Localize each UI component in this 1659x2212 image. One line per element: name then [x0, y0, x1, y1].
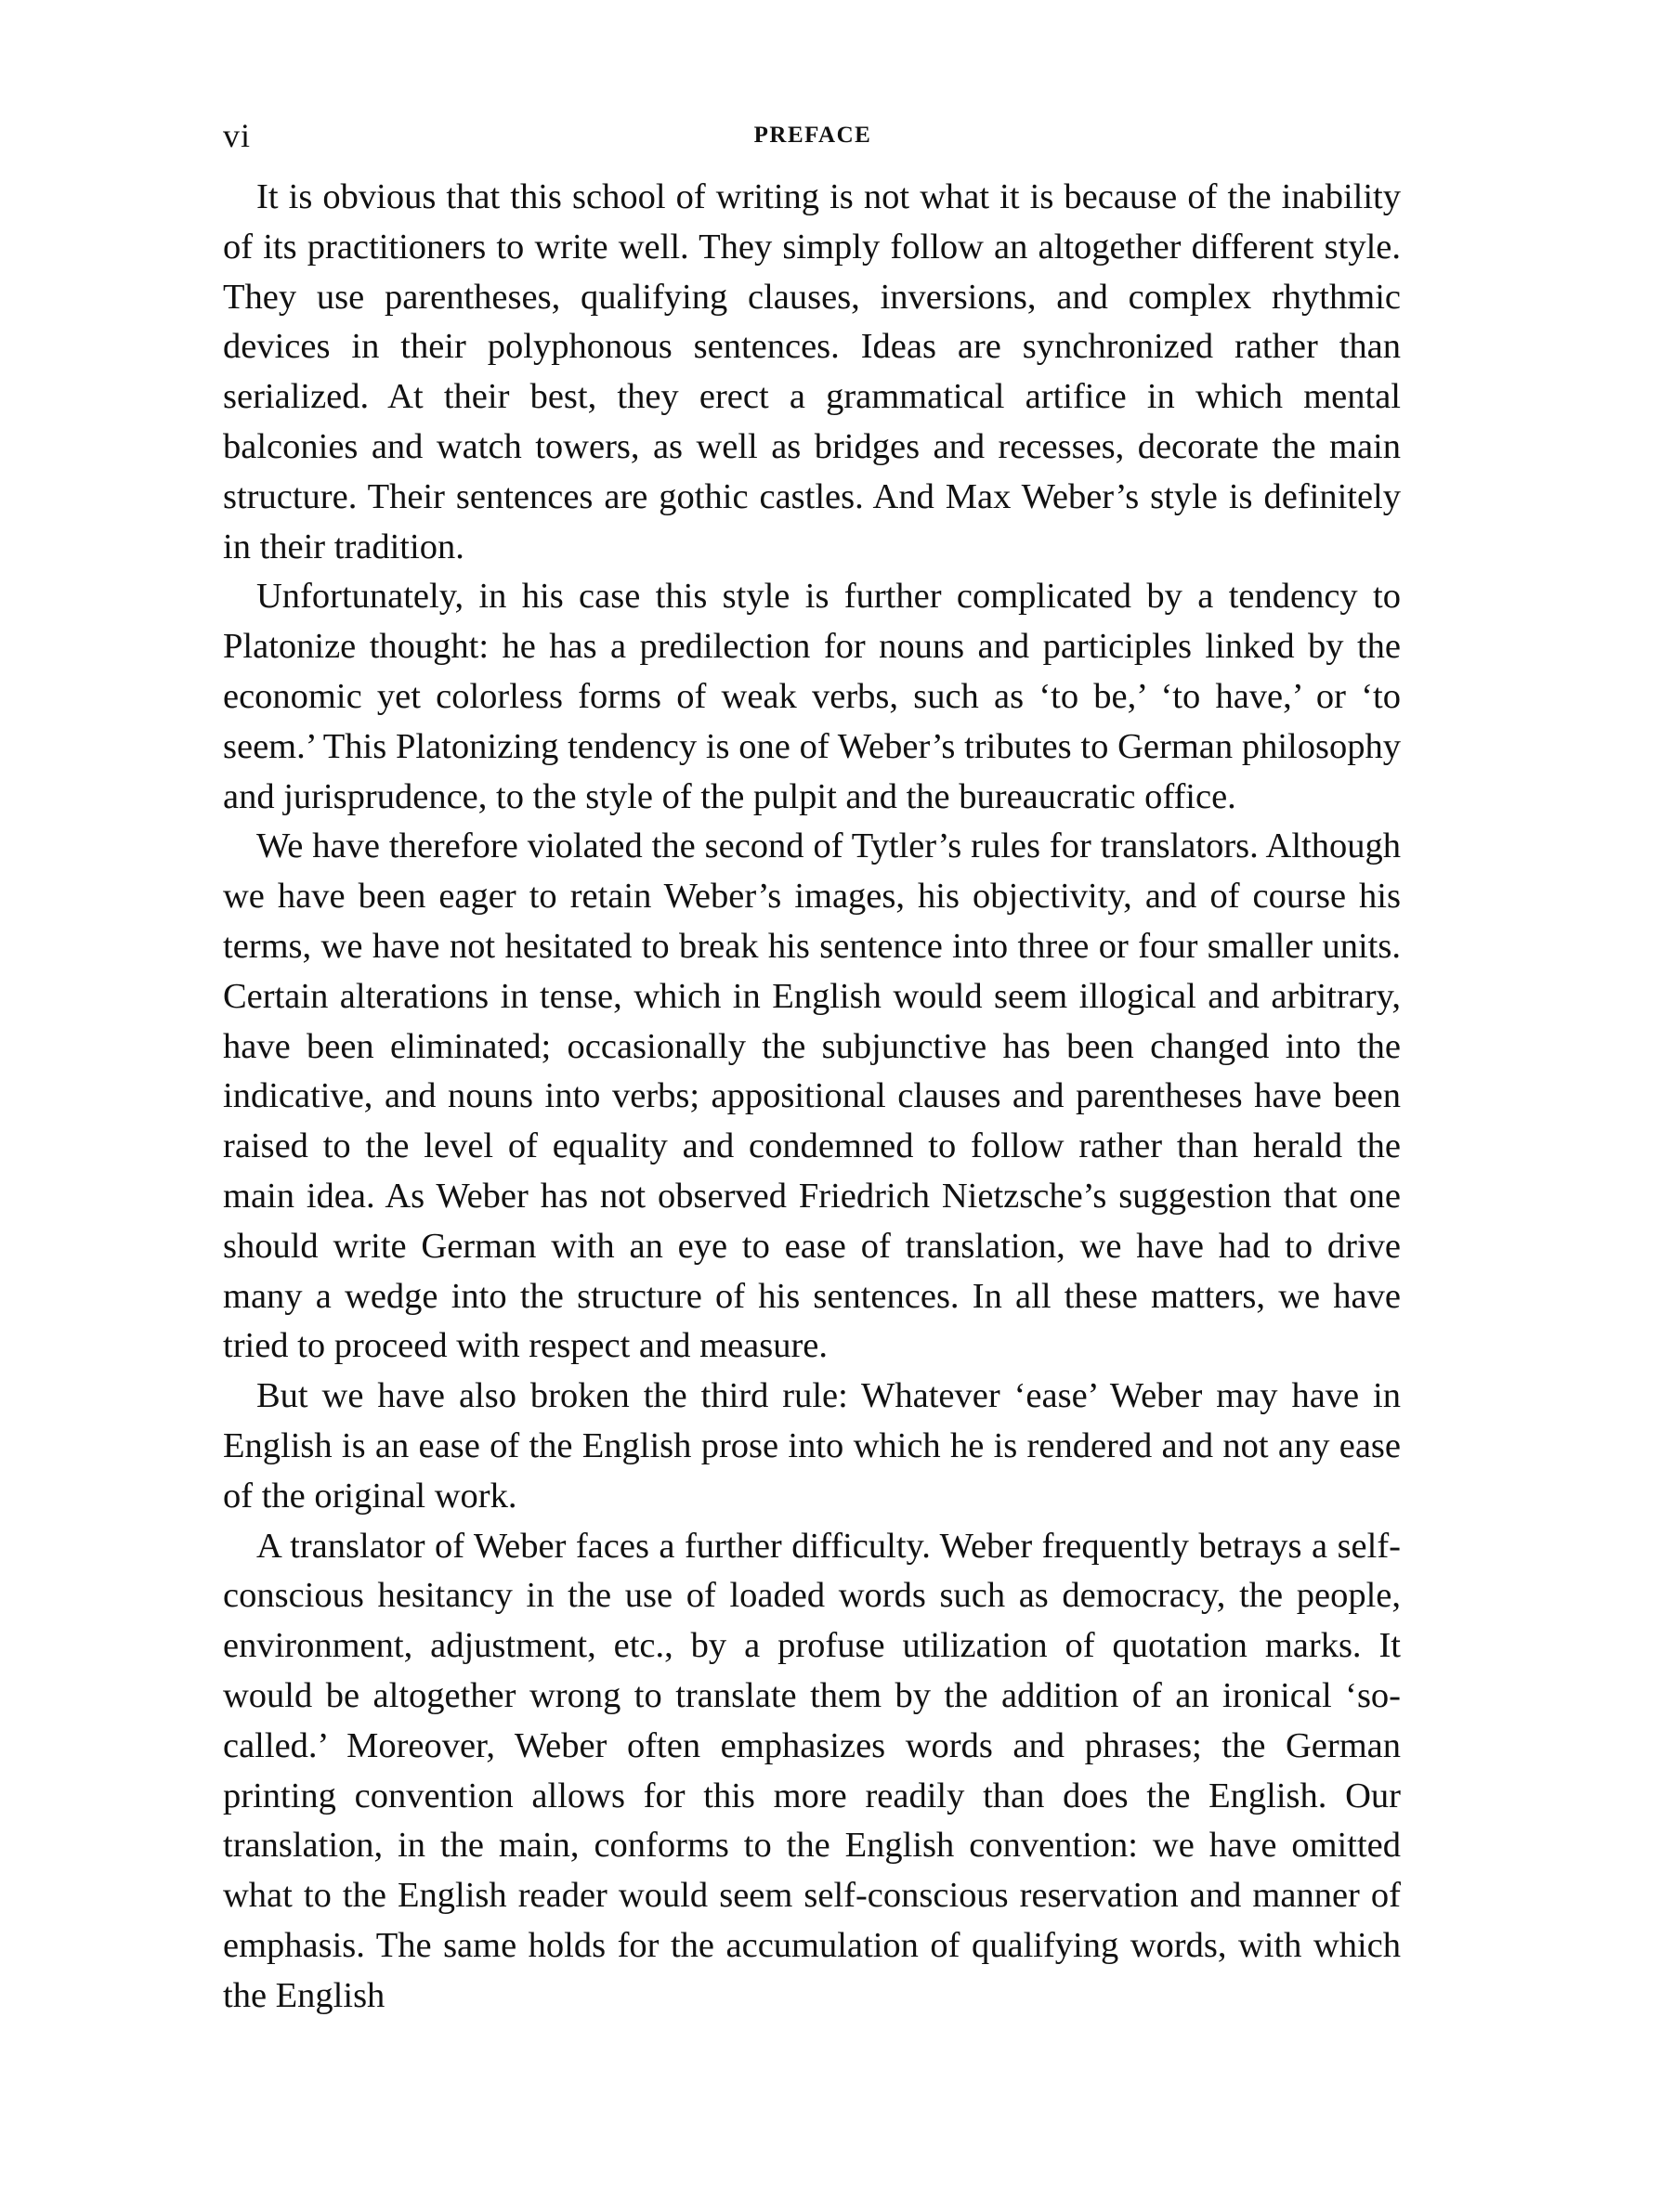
running-title: PREFACE — [753, 123, 872, 148]
page-number: vi — [223, 117, 252, 154]
paragraph-tytler-third-rule: But we have also broken the third rule: Whatever ‘ease’ Weber may have in English is an ease of the English prose into which he is rendered and not any ease of the original work. — [223, 1376, 1401, 1516]
running-head — [223, 113, 1403, 158]
paragraph-translator-difficulty: A translator of Weber faces a further difficulty. Weber frequently betrays a self-conscious hesitancy in the use of loaded words such as democracy, the people, environment, adjustment, etc., by a profuse utilization of quotation marks. It would be altogether wrong to translate them by the addition of an ironical ‘so-called.’ Moreover, Weber often emphasizes words and phrases; the German printing convention allows for this more readily than does the English. Our translation, in the main, conforms to the English convention: we have omitted what to the English reader would seem self-conscious reservation and manner of emphasis. The same holds for the accumulation of qualifying words, with which the English — [223, 1526, 1401, 2015]
paragraph-platonize-thought: Unfortunately, in his case this style is further complicated by a tendency to Platonize thought: he has a predilection for nouns and participles linked by the economic yet colorless forms of weak verbs, such as ‘to be,’ ‘to have,’ or ‘to seem.’ This Platonizing tendency is one of Weber’s tributes to German philosophy and jurisprudence, to the style of the pulpit and the bureaucratic office. — [223, 577, 1401, 816]
paragraph-school-of-writing: It is obvious that this school of writing is not what it is because of the inability of its practitioners to write well. They simply follow an altogether different style. They use parentheses, qualifying clauses, inversions, and complex rhythmic devices in their polyphonous sentences. Ideas are synchronized rather than serialized. At their best, they erect a grammatical artifice in which mental balconies and watch towers, as well as bridges and recesses, decorate the main structure. Their sentences are gothic castles. And Max Weber’s style is definitely in their tradition. — [223, 177, 1401, 566]
paragraph-tytler-second-rule: We have therefore violated the second of Tytler’s rules for translators. Although we have been eager to retain Weber’s images, his objectivity, and of course his terms, we have not hesitated to break his sentence into three or four smaller units. Certain alterations in tense, which in English would seem illogical and arbitrary, have been eliminated; occasionally the subjunctive has been changed into the indicative, and nouns into verbs; appositional clauses and parentheses have been raised to the level of equality and condemned to follow rather than herald the main idea. As Weber has not observed Friedrich Nietzsche’s suggestion that one should write German with an eye to ease of translation, we have had to drive many a wedge into the structure of his sentences. In all these matters, we have tried to proceed with respect and measure. — [223, 826, 1401, 1366]
body-text — [223, 173, 1401, 2021]
